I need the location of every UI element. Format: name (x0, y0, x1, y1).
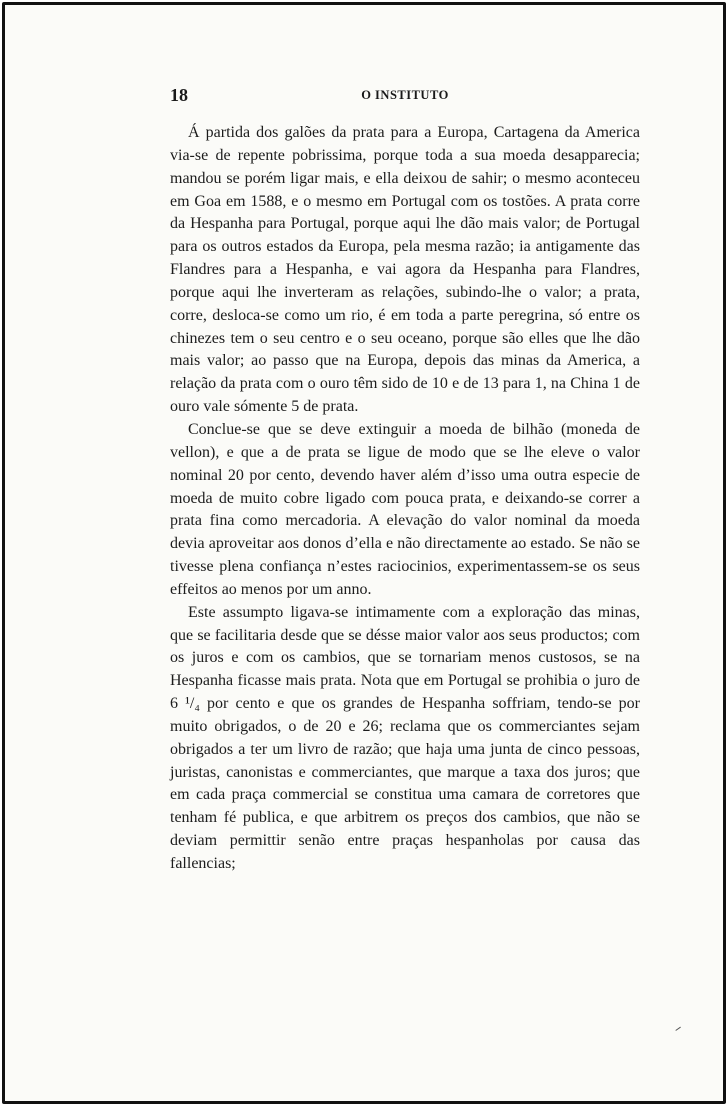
page-header (170, 85, 640, 107)
page-number: 18 (170, 85, 188, 105)
paragraph: Á partida dos galões da prata para a Europa, Cartagena da America via-se de repente pobrissima, porque toda a sua moeda desapparecia; mandou se porém ligar mais, e ella deixou de sahir; o mesmo aconteceu em Goa em 1588, e o mesmo em Portugal com os tostões. A prata corre da Hespanha para Portugal, porque aqui lhe dão mais valor; de Portugal para os outros estados da Europa, pela mesma razão; ia antigamente das Flandres para a Hespanha, e vai agora da Hespanha para Flandres, porque aqui lhe inverteram as relações, subindo-lhe o valor; a prata, corre, desloca-se como um rio, é em toda a parte peregrina, só entre os chinezes tem o seu centro e o seu oceano, porque são elles que lhe dão mais valor; ao passo que na Europa, depois das minas da America, a relação da prata com o ouro têm sido de 10 e de 13 para 1, na China 1 de ouro vale sómente 5 de prata. (170, 124, 640, 416)
body-text (170, 122, 640, 876)
paragraph: Conclue-se que se deve extinguir a moeda de bilhão (moneda de vellon), e que a de prata se ligue de modo que se lhe eleve o valor nominal 20 por cento, devendo haver além d’isso uma outra especie de moeda de muito cobre ligado com pouca prata, e deixando-se correr a prata fina como mercadoria. A elevação do valor nominal da moeda devia aproveitar aos donos d’ella e não directamente ao estado. Se não se tivesse plena confiança n’estes raciocinios, experimentassem-se os seus effeitos ao menos por um anno. (170, 420, 640, 598)
paragraph: Este assumpto ligava-se intimamente com a exploração das minas, que se facilitaria desde que se désse maior valor aos seus productos; com os juros e com os cambios, que se tornariam menos custosos, se na Hespanha ficasse mais prata. Nota que em Portugal se prohibia o juro de 6 ¹/₄ por cento e que os grandes de Hespanha soffriam, tendo-se por muito obrigados, o de 20 e 26; reclama que os commerciantes sejam obrigados a ter um livro de razão; que haja uma junta de cinco pessoas, juristas, canonistas e commerciantes, que marque a taxa dos juros; que em cada praça commercial se constitua uma camara de corretores que tenham fé publica, e que arbitrem os preços dos cambios, que não se deviam permittir senão entre praças hespanholas por causa das fallencias; (170, 603, 640, 872)
running-head: O INSTITUTO (361, 88, 449, 102)
